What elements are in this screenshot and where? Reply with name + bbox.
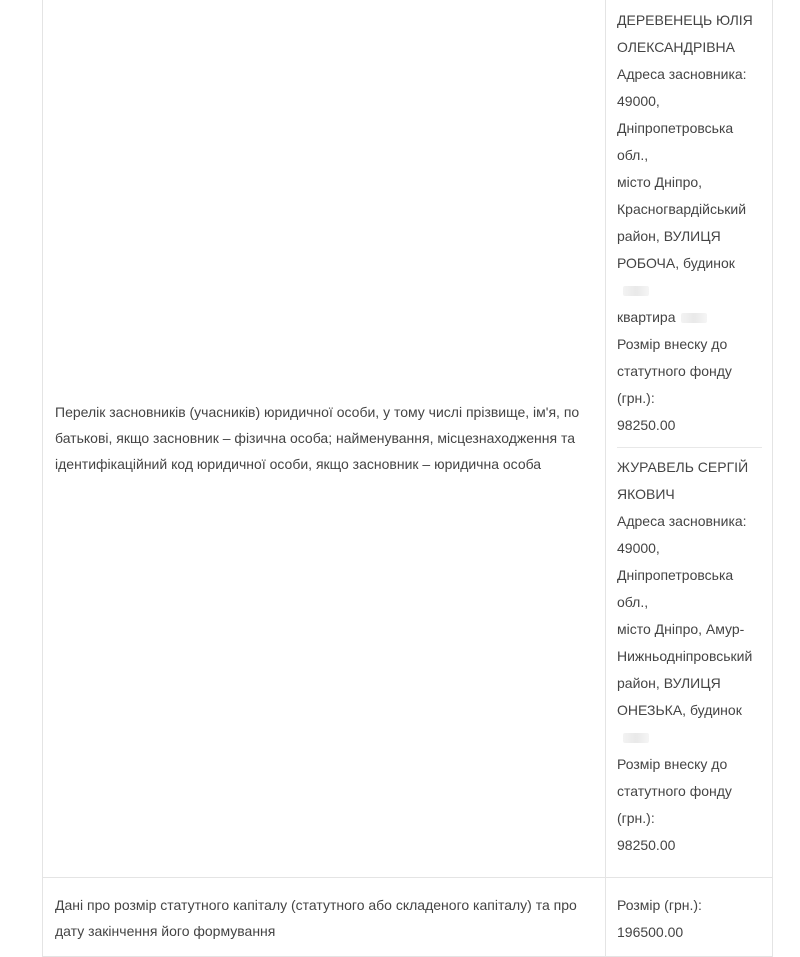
founder-1-address-line: РОБОЧА, будинок (617, 255, 735, 271)
founder-1-address-line: квартира (617, 309, 676, 325)
capital-row (43, 878, 773, 957)
founder-1-contribution-label: Розмір внеску до статутного фонду (грн.): (617, 336, 732, 406)
redaction-mark (681, 313, 707, 323)
redaction-mark (623, 286, 649, 296)
founder-2-address-line: Дніпропетровська обл., (617, 567, 734, 610)
capital-value (606, 878, 773, 957)
founder-1 (617, 7, 762, 447)
founders-label: Перелік засновників (учасників) юридичної особи, у тому числі прізвище, ім'я, по батькові, якщо засновник – фізична особа; найменування, місцезнаходження та ідентифікаційний код юридичної особи, якщо засновник – юридична особа (43, 0, 606, 878)
founder-2 (617, 447, 762, 867)
founder-1-address-line: 49000, (617, 93, 660, 109)
founder-2-contribution-label: Розмір внеску до статутного фонду (грн.): (617, 756, 732, 826)
capital-label: Дані про розмір статутного капіталу (статутного або складеного капіталу) та про дату закінчення його формування (43, 878, 606, 957)
founder-1-name: ДЕРЕВЕНЕЦЬ ЮЛІЯ ОЛЕКСАНДРІВНА (617, 12, 753, 55)
founder-2-address-line: місто Дніпро, Амур- (617, 621, 745, 637)
founder-1-address-line: Дніпропетровська обл., (617, 120, 734, 163)
founder-1-address-line-wrap (617, 304, 762, 331)
founder-1-address-line-wrap (617, 250, 762, 304)
founder-2-contribution-value: 98250.00 (617, 837, 676, 853)
redaction-mark (623, 733, 649, 743)
founder-2-address-line: Нижньодніпровський (617, 648, 753, 664)
founders-value (606, 0, 773, 878)
founder-2-address-line: ОНЕЗЬКА, будинок (617, 702, 742, 718)
founder-1-address-line: місто Дніпро, (617, 174, 703, 190)
founder-2-address-label: Адреса засновника: (617, 513, 747, 529)
founder-2-address-line-wrap (617, 697, 762, 751)
capital-size-label: Розмір (грн.): (617, 897, 702, 913)
founder-1-address-label: Адреса засновника: (617, 66, 747, 82)
capital-size-value: 196500.00 (617, 924, 684, 940)
founders-row (43, 0, 773, 878)
founder-2-address-line: район, ВУЛИЦЯ (617, 675, 721, 691)
registry-table (42, 0, 773, 957)
founder-2-address-line: 49000, (617, 540, 660, 556)
founder-2-name: ЖУРАВЕЛЬ СЕРГІЙ ЯКОВИЧ (617, 459, 749, 502)
founder-1-address-line: район, ВУЛИЦЯ (617, 228, 721, 244)
founder-1-contribution-value: 98250.00 (617, 417, 676, 433)
founder-1-address-line: Красногвардійський (617, 201, 747, 217)
